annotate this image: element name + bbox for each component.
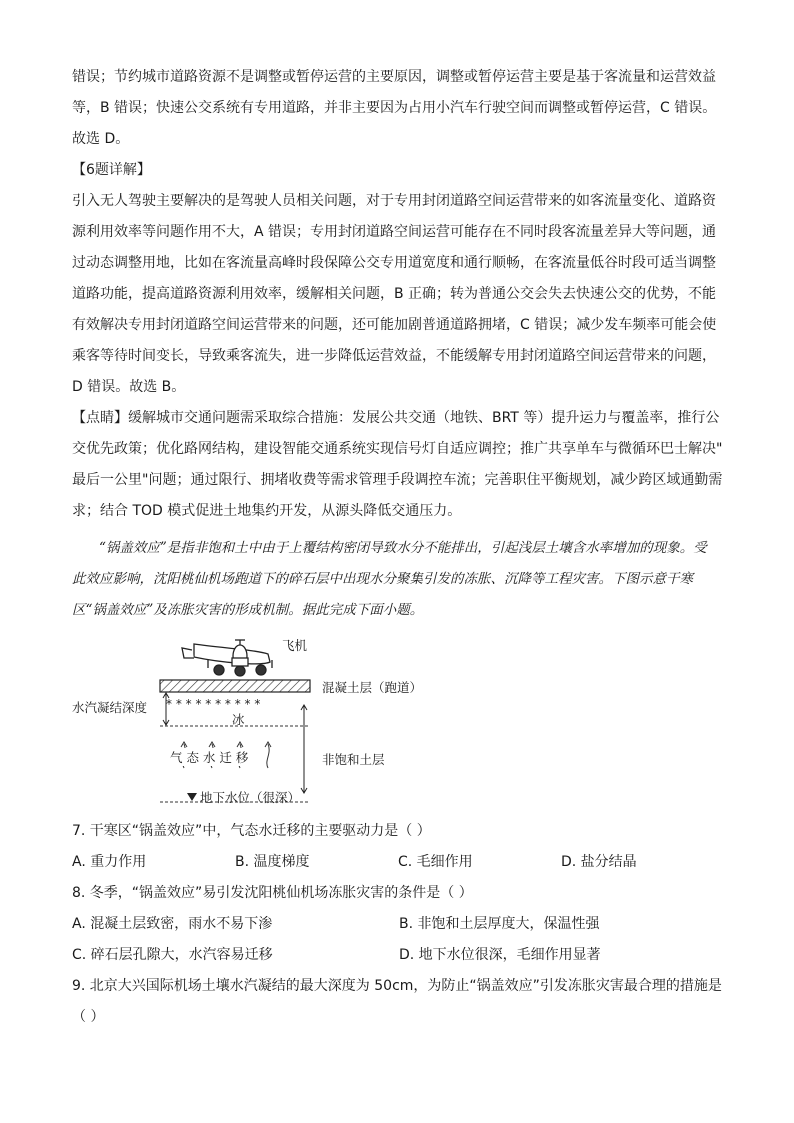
text-line: 源利用效率等问题作用不大，A 错误；专用封闭道路空间运营可能存在不同时段客流量差异大等问题，通 (72, 224, 717, 240)
text-line: 有效解决专用封闭道路空间运营带来的问题，还可能加剧普通道路拥堵，C 错误；减少发车频率可能会使 (72, 317, 717, 333)
text-line: 乘客等待时间变长，导致乘客流失，进一步降低运营效益，不能缓解专用封闭道路空间运营带来的问题， (72, 348, 716, 364)
document-page (72, 62, 726, 1033)
option-d[interactable]: D. 盐分结晶 (561, 854, 637, 870)
water-level-icon (187, 793, 197, 801)
option-row (72, 940, 726, 971)
text-line: 【点睛】缓解城市交通问题需采取综合措施：发展公共交通（地铁、BRT 等）提升运力与覆盖率，推行公 (72, 410, 720, 426)
vapor-label: 气 态 水 迁 移 (170, 750, 249, 765)
text-line: 等，B 错误；快速公交系统有专用道路，并非主要因为占用小汽车行驶空间而调整或暂停运营，C 错误。 (72, 100, 717, 116)
pot-cover-effect-diagram (72, 636, 432, 816)
ice-crystals (166, 697, 260, 711)
section-heading: 【6题详解】 (72, 162, 151, 178)
intro-line: 区“锅盖效应”及冻胀灾害的形成机制。据此完成下面小题。 (72, 602, 424, 618)
water-table-label: 地下水位（很深） (200, 790, 301, 805)
option-a[interactable]: A. 重力作用 (72, 854, 147, 870)
answer-parens: （ ） (72, 1009, 105, 1025)
intro-line: 此效应影响，沈阳桃仙机场跑道下的碎石层中出现水分聚集引发的冻胀、沉降等工程灾害。下图示意干寒 (72, 571, 693, 587)
depth-label: 水汽凝结深度 (72, 700, 148, 715)
text-line: 错误；节约城市道路资源不是调整或暂停运营的主要原因，调整或暂停运营主要是基于客流量和运营效益 (72, 69, 716, 85)
text-line: 过动态调整用地，比如在客流量高峰时段保障公交专用道宽度和通行顺畅，在客流量低谷时段可适当调整 (72, 255, 716, 271)
svg-text:* * * * * * * * * *: * * * * * * * * * * (166, 697, 261, 711)
text-line: 道路功能，提高道路资源利用效率，缓解相关问题，B 正确；转为普通公交会失去快速公交的优势，不能 (72, 286, 717, 302)
option-c[interactable]: C. 碎石层孔隙大，水汽容易迁移 (72, 947, 273, 963)
soil-layer-label: 非饱和土层 (322, 752, 385, 767)
concrete-label: 混凝土层（跑道） (322, 680, 423, 695)
plane-label: 飞机 (282, 638, 308, 653)
text-line: 求；结合 TOD 模式促进土地集约开发，从源头降低交通压力。 (72, 503, 462, 519)
text-line: 故选 D。 (72, 131, 130, 147)
concrete-layer (160, 680, 310, 692)
question-9 (72, 971, 726, 1033)
ice-label: 冰 (232, 712, 245, 727)
text-line: 交优先政策；优化路网结构，建设智能交通系统实现信号灯自适应调控；推广共享单车与微循环巴士解决" (72, 441, 723, 457)
text-line: D 错误。故选 B。 (72, 379, 186, 395)
text-line: 引入无人驾驶主要解决的是驾驶人员相关问题，对于专用封闭道路空间运营带来的如客流量变化、道路资 (72, 193, 716, 209)
question-stem: 8. 冬季，“锅盖效应”易引发沈阳桃仙机场冻胀灾害的条件是（ ） (72, 885, 473, 901)
option-a[interactable]: A. 混凝土层致密，雨水不易下渗 (72, 916, 273, 932)
question-7 (72, 816, 726, 878)
option-row (72, 847, 726, 878)
question-intro (72, 533, 726, 626)
airplane-icon (182, 640, 272, 676)
option-c[interactable]: C. 毛细作用 (398, 854, 473, 870)
option-b[interactable]: B. 温度梯度 (235, 854, 310, 870)
intro-line: “锅盖效应”是指非饱和土中由于上覆结构密闭导致水分不能排出，引起浅层土壤含水率增加的现象。受 (99, 540, 707, 556)
option-d[interactable]: D. 地下水位很深，毛细作用显著 (399, 947, 601, 963)
answer-explanation (72, 62, 726, 527)
option-row (72, 909, 726, 940)
question-stem: 7. 干寒区“锅盖效应”中，气态水迁移的主要驱动力是（ ） (72, 823, 431, 839)
question-8 (72, 878, 726, 971)
option-b[interactable]: B. 非饱和土层厚度大，保温性强 (399, 916, 600, 932)
text-line: 最后一公里"问题；通过限行、拥堵收费等需求管理手段调控车流；完善职住平衡规划，减少跨区域通勤需 (72, 472, 723, 488)
question-stem: 9. 北京大兴国际机场土壤水汽凝结的最大深度为 50cm，为防止“锅盖效应”引发冻胀灾害最合理的措施是 (72, 978, 722, 994)
